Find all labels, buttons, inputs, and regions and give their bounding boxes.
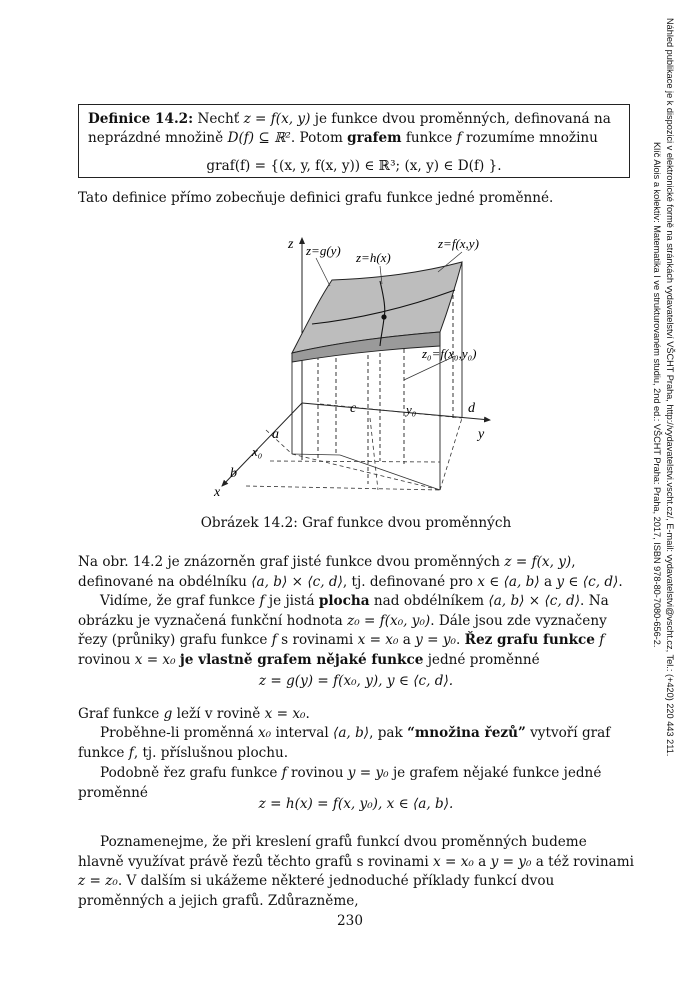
math-inline: f bbox=[271, 632, 277, 648]
page-number: 230 bbox=[337, 913, 363, 929]
base-rectangle bbox=[246, 404, 462, 490]
definition-equation: graf(f) = {(x, y, f(x, y)) ∈ ℝ³; (x, y) ∈ D(f) }. bbox=[206, 158, 502, 174]
paragraph-2 bbox=[78, 553, 634, 592]
text-part: Poznamenejme, že při kreslení grafů funkcí dvou proměnných budeme hlavně využívat právě řezů těchto grafů s rovinami bbox=[78, 834, 587, 870]
point-z0 bbox=[381, 314, 386, 319]
definition-box bbox=[78, 104, 630, 178]
equation-g bbox=[78, 673, 634, 689]
math-inline: ⟨a, b⟩ × ⟨c, d⟩ bbox=[251, 573, 343, 590]
text-part: rovinou bbox=[78, 651, 135, 668]
definition-text bbox=[88, 110, 620, 148]
definition-bold-term: grafem bbox=[347, 130, 402, 146]
label-z-h: z=h(x) bbox=[356, 250, 391, 265]
text-part: a bbox=[473, 853, 491, 870]
text-part: . V dalším si ukážeme některé jednoduché příklady funkcí dvou proměnných a jejich grafů. Zdůrazněme, bbox=[78, 873, 555, 909]
text-part: je jistá bbox=[264, 593, 319, 609]
text-part: . Dále jsou zde vyznačeny řezy (průniky) grafu funkce bbox=[78, 612, 607, 648]
label-x-axis: x bbox=[214, 485, 221, 500]
math-inline: z = z₀ bbox=[78, 873, 118, 889]
text-part: Proběhne-li proměnná bbox=[100, 725, 258, 741]
label-z-axis: z bbox=[288, 237, 294, 252]
bold-term: “množina řezů” bbox=[407, 725, 526, 741]
side-note-line-1: Náhled publikace je k dispozici v elektronické formě na stránkách vydavatelství VŠCHT Praha, http://vydavatelstvi.vscht.cz/, E-mail: vydavatelstvi@vscht.cz, Tel.: (+420) 220 443 211. bbox=[665, 18, 675, 757]
text-part: Na obr. 14.2 je znázorněn graf jisté funkce dvou proměnných bbox=[78, 554, 505, 570]
text-part: a bbox=[539, 573, 557, 590]
math-inline: x₀ bbox=[258, 725, 272, 741]
paragraph-1: Tato definice přímo zobecňuje definici grafu funkce jedné proměnné. bbox=[78, 190, 554, 206]
label-z-g: z=g(y) bbox=[306, 243, 341, 258]
text-part: s rovinami bbox=[276, 632, 358, 648]
paragraph-5 bbox=[78, 724, 634, 763]
label-x0: x₀ bbox=[252, 444, 263, 459]
math-inline: x ∈ ⟨a, b⟩ bbox=[477, 573, 540, 590]
math-inline: ⟨a, b⟩ × ⟨c, d⟩ bbox=[488, 593, 581, 609]
equation-g-text: z = g(y) = f(x₀, y), y ∈ ⟨c, d⟩. bbox=[258, 673, 454, 689]
math-inline: x = x₀ bbox=[264, 706, 306, 722]
text-part: a též rovinami bbox=[531, 853, 634, 870]
math-inline: D(f) ⊆ ℝ² bbox=[227, 130, 291, 146]
definition-text-part: . Potom bbox=[290, 130, 348, 146]
math-inline: y = y₀ bbox=[347, 765, 389, 781]
math-inline: y ∈ ⟨c, d⟩ bbox=[556, 573, 619, 590]
text-part: vytvoří graf funkce bbox=[78, 725, 611, 761]
math-inline: x = x₀ bbox=[433, 853, 474, 870]
text-part: Graf funkce bbox=[78, 706, 164, 722]
math-inline: y = y₀ bbox=[415, 632, 456, 648]
math-inline: z = f(x, y) bbox=[504, 554, 572, 570]
label-b: b bbox=[230, 466, 237, 481]
side-note bbox=[651, 18, 676, 968]
math-inline: g bbox=[163, 706, 173, 722]
math-inline: f bbox=[128, 744, 134, 761]
figure-graph-surface bbox=[200, 228, 510, 503]
text-part: . Na obrázku je vyznačená funkční hodnota bbox=[78, 593, 609, 629]
text-part: Podobně řez grafu funkce bbox=[100, 765, 282, 781]
label-y-axis: y bbox=[478, 427, 485, 442]
label-a: a bbox=[272, 427, 279, 442]
math-inline: ⟨a, b⟩ bbox=[333, 725, 370, 741]
bold-term: Řez grafu funkce bbox=[464, 632, 595, 648]
math-inline: f bbox=[599, 632, 605, 648]
equation-h-text: z = h(x) = f(x, y₀), x ∈ ⟨a, b⟩. bbox=[258, 796, 454, 812]
label-z0: z₀=f(x₀,y₀) bbox=[422, 346, 477, 361]
paragraph-7 bbox=[78, 833, 634, 911]
label-z-f: z=f(x,y) bbox=[438, 236, 479, 251]
definition-text-part: Nechť bbox=[193, 111, 244, 127]
text-part: a bbox=[398, 632, 416, 648]
text-part: , pak bbox=[369, 725, 408, 741]
math-inline: f bbox=[281, 765, 287, 781]
text-part: jedné proměnné bbox=[423, 651, 540, 668]
bold-term: plocha bbox=[318, 593, 370, 609]
text-part: rovinou bbox=[286, 765, 348, 781]
text-part: , definované na obdélníku bbox=[78, 554, 576, 590]
math-inline: f bbox=[456, 130, 462, 146]
side-note-line-2: Klíč Alois a kolektiv: Matematika I ve strukturovaném studiu, 2nd ed.: VŠCHT Praha: Praha, 2017, ISBN 978-80-7080-656-2. bbox=[652, 142, 663, 648]
definition-text-part: funkce bbox=[401, 130, 457, 146]
math-inline: x = x₀ bbox=[134, 651, 176, 668]
text-part: leží v rovině bbox=[172, 706, 265, 722]
math-inline: f bbox=[259, 593, 265, 609]
text-part: . bbox=[305, 706, 310, 722]
equation-h bbox=[78, 796, 634, 812]
text-part: Vidíme, že graf funkce bbox=[100, 593, 260, 609]
math-inline: z₀ = f(x₀, y₀) bbox=[347, 612, 431, 629]
definition-title: Definice 14.2: bbox=[88, 111, 194, 127]
text-part: , tj. definované pro bbox=[342, 573, 478, 590]
label-y0: y₀ bbox=[406, 402, 417, 417]
figure-caption: Obrázek 14.2: Graf funkce dvou proměnných bbox=[200, 515, 512, 531]
text-part: interval bbox=[271, 725, 334, 741]
text-part: , tj. příslušnou plochu. bbox=[133, 744, 289, 761]
text-part: je grafem nějaké funkce jedné proměnné bbox=[78, 765, 602, 801]
label-d: d bbox=[468, 401, 475, 416]
text-part: nad obdélníkem bbox=[369, 593, 489, 609]
bold-term: je vlastně grafem nějaké funkce bbox=[179, 651, 424, 668]
text-part: . bbox=[456, 632, 465, 648]
math-inline: z = f(x, y) bbox=[243, 111, 311, 127]
definition-text-part: je funkce dvou proměnných, definovaná na neprázdné množině bbox=[88, 111, 611, 146]
text-part: . bbox=[618, 573, 623, 590]
math-inline: x = x₀ bbox=[357, 632, 399, 648]
label-c: c bbox=[350, 401, 357, 416]
paragraph-4 bbox=[78, 705, 634, 725]
math-inline: y = y₀ bbox=[490, 853, 532, 870]
definition-text-part: rozumíme množinu bbox=[461, 130, 598, 146]
paragraph-3 bbox=[78, 592, 634, 670]
